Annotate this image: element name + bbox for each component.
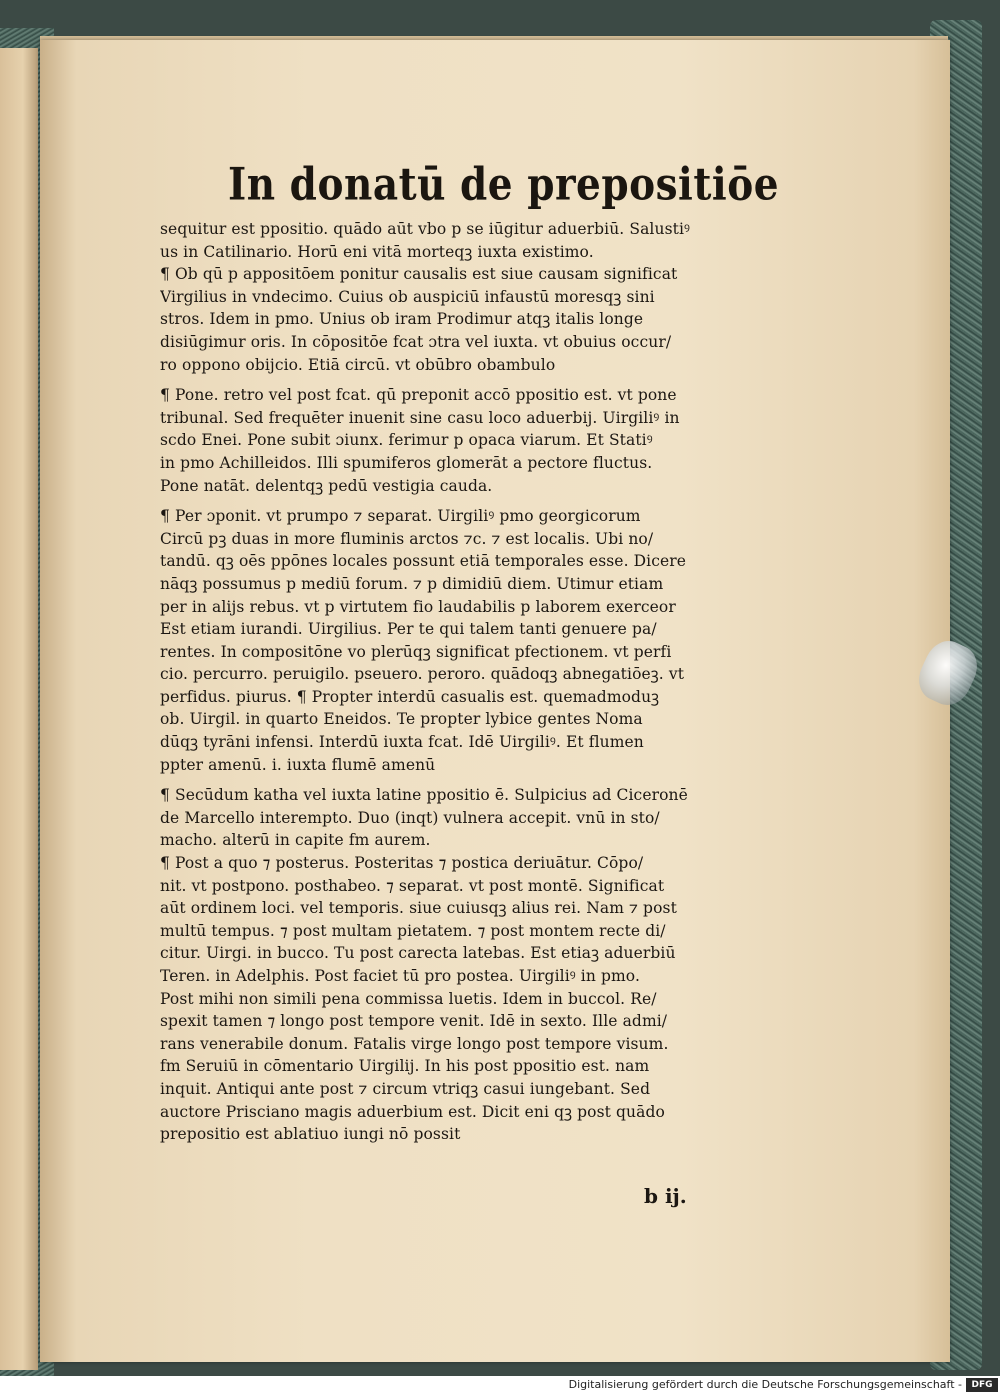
text-line: ¶ Ob qū p appositōem ponitur causalis est siue causam significat — [160, 265, 678, 284]
text-line: macho. alterū in capite fm aurem. — [160, 831, 431, 850]
text-line: Pone natāt. delentqꝫ pedū vestigia cauda. — [160, 476, 493, 495]
text-line: tandū. qꝫ oēs ppōnes locales possunt etiā temporales esse. Dicere — [160, 552, 687, 571]
page-heading: In donatū de prepositiōe — [228, 158, 780, 211]
text-line: cio. percurro. peruigilo. pseuero. peroro. quādoqꝫ abnegatiōeꝫ. vt — [160, 665, 685, 684]
text-line: per in alijs rebus. vt p virtutem fio laudabilis p laborem exerceor — [160, 597, 676, 616]
text-line: rans venerabile donum. Fatalis virge longo post tempore visum. — [160, 1034, 669, 1053]
text-line: ¶ Secūdum katha vel iuxta latine ppositio ē. Sulpicius ad Ciceronē — [160, 786, 688, 805]
text-line: stros. Idem in pmo. Unius ob iram Prodimur atqꝫ italis longe — [160, 310, 644, 329]
text-line: ppter amenū. i. iuxta flumē amenū — [160, 755, 436, 774]
text-line: auctore Prisciano magis aduerbium est. Dicit eni qꝫ post quādo — [160, 1102, 665, 1121]
text-line: sequitur est ppositio. quādo aūt vbo p se iūgitur aduerbiū. Salustiꝰ — [160, 220, 691, 238]
text-line: in pmo Achilleidos. Illi spumiferos glomerāt a pectore fluctus. — [160, 453, 653, 472]
text-line: citur. Uirgi. in bucco. Tu post carecta latebas. Est etiaꝫ aduerbiū — [160, 944, 676, 963]
text-line: Teren. in Adelphis. Post faciet tū pro postea. Uirgiliꝰ in pmo. — [160, 967, 640, 985]
text-line: tribunal. Sed frequēter inuenit sine casu loco aduerbij. Uirgiliꝰ in — [160, 408, 680, 427]
left-page-edge — [0, 48, 38, 1370]
text-line: ¶ Per ɔponit. vt prumpo ⁊ separat. Uirgiliꝰ pmo georgicorum — [160, 507, 641, 526]
text-line: ¶ Post a quo ⁊ posterus. Posteritas ⁊ postica deriuātur. Cōpo/ — [160, 854, 644, 873]
text-line: fm Seruiū in cōmentario Uirgilij. In his post ppositio est. nam — [160, 1057, 650, 1076]
footer-credit: Digitalisierung gefördert durch die Deutsche Forschungsgemeinschaft - — [568, 1378, 962, 1391]
text-block — [160, 218, 750, 1146]
text-line: multū tempus. ⁊ post multam pietatem. ⁊ post montem recte di/ — [160, 921, 666, 940]
text-line: us in Catilinario. Horū eni vitā morteqꝫ iuxta existimo. — [160, 242, 594, 261]
text-line: Circū pꝫ duas in more fluminis arctos ⁊c. ⁊ est localis. Ubi no/ — [160, 529, 654, 548]
text-line: rentes. In compositōne vo plerūqꝫ significat pfectionem. vt perfi — [160, 642, 672, 661]
text-line: disiūgimur oris. In cōpositōe fcat ɔtra vel iuxta. vt obuius occur/ — [160, 332, 672, 351]
text-line: ¶ Pone. retro vel post fcat. qū preponit accō ppositio est. vt pone — [160, 386, 677, 405]
text-line: nāqꝫ possumus p mediū forum. ⁊ p dimidiū diem. Utimur etiam — [160, 574, 664, 593]
text-line: inquit. Antiqui ante post ⁊ circum vtriqꝫ casui iungebant. Sed — [160, 1079, 651, 1098]
text-line: prepositio est ablatiuo iungi nō possit — [160, 1125, 461, 1144]
text-line: perfidus. piurus. ¶ Propter interdū casualis est. quemadmoduꝫ — [160, 687, 660, 706]
dfg-logo: DFG — [966, 1378, 998, 1392]
text-line: ro oppono obijcio. Etiā circū. vt obūbro obambulo — [160, 355, 556, 374]
text-line: Post mihi non simili pena commissa luetis. Idem in buccol. Re/ — [160, 989, 657, 1008]
text-line: Virgilius in vndecimo. Cuius ob auspiciū infaustū moresqꝫ sini — [160, 287, 655, 306]
signature-mark: b ij. — [644, 1184, 687, 1208]
text-line: spexit tamen ⁊ longo post tempore venit. Idē in sexto. Ille admi/ — [160, 1012, 668, 1031]
text-line: Est etiam iurandi. Uirgilius. Per te qui talem tanti genuere pa/ — [160, 620, 657, 639]
text-line: de Marcello interempto. Duo (inqt) vulnera accepit. vnū in sto/ — [160, 808, 660, 827]
text-line: ob. Uirgil. in quarto Eneidos. Te propter lybice gentes Noma — [160, 710, 643, 729]
text-line: aūt ordinem loci. vel temporis. siue cuiusqꝫ alius rei. Nam ⁊ post — [160, 899, 677, 918]
footer-bar — [0, 1376, 1000, 1394]
text-line: nit. vt postpono. posthabeo. ⁊ separat. vt post montē. Significat — [160, 876, 665, 895]
text-line: dūqꝫ tyrāni infensi. Interdū iuxta fcat. Idē Uirgiliꝰ. Et flumen — [160, 733, 644, 752]
text-line: scdo Enei. Pone subit ɔiunx. ferimur p opaca viarum. Et Statiꝰ — [160, 431, 653, 450]
